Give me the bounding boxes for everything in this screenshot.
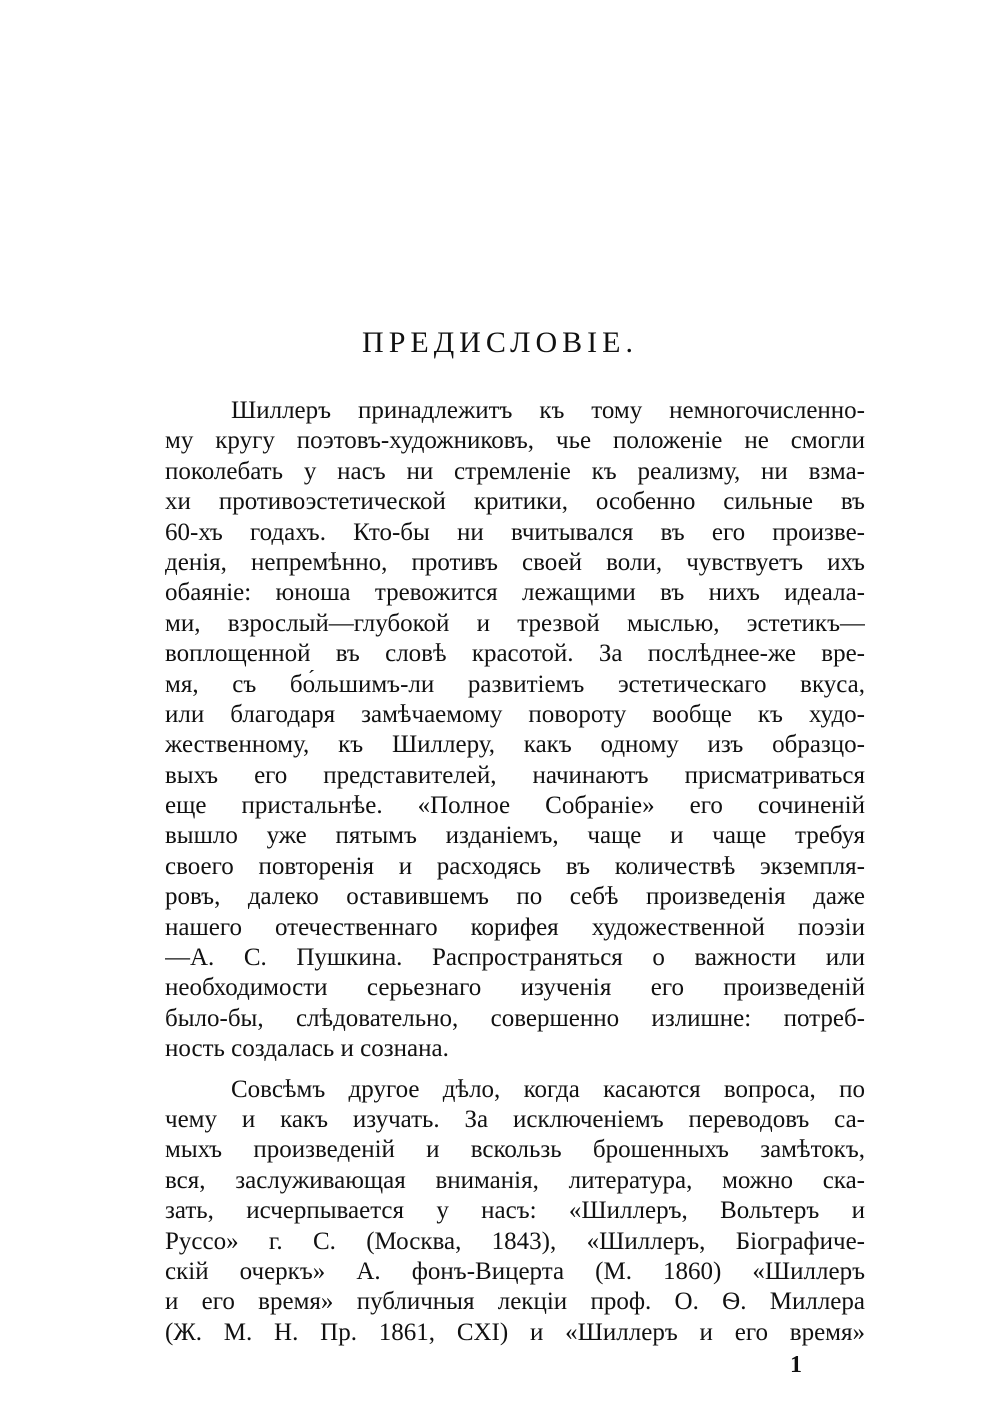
text-line: еще пристальнѣе. «Полное Собраніе» его сочиненій — [165, 792, 865, 820]
text-line: Шиллеръ принадлежитъ къ тому немногочисленно- — [231, 397, 865, 424]
text-line: выхъ его представителей, начинаютъ присматриваться — [165, 761, 865, 789]
paragraph-1 — [165, 396, 865, 1065]
text-line: и его время» публичныя лекціи проф. О. Ѳ. Миллера — [165, 1288, 865, 1316]
text-line: обаяніе: юноша тревожится лежащими въ нихъ идеала- — [165, 579, 865, 607]
text-line: мя, съ бо́льшимъ-ли развитіемъ эстетическаго вкуса, — [165, 670, 865, 698]
text-line: жественному, къ Шиллеру, какъ одному изъ образцо- — [165, 731, 865, 759]
text-line: необходимости серьезнаго изученія его произведеній — [165, 974, 865, 1002]
text-line: (Ж. М. Н. Пр. 1861, CXI) и «Шиллеръ и его время» — [165, 1318, 865, 1346]
text-line: вся, заслуживающая вниманія, литература, можно ска- — [165, 1166, 865, 1194]
paragraph-gap — [165, 1065, 865, 1075]
text-line: вышло уже пятымъ изданіемъ, чаще и чаще требуя — [165, 822, 865, 850]
page-number: 1 — [790, 1352, 802, 1378]
text-line: своего повторенія и расходясь въ количествѣ экземпля- — [165, 852, 865, 880]
text-line: зать, исчерпывается у насъ: «Шиллеръ, Вольтеръ и — [165, 1197, 865, 1225]
body-text — [165, 396, 865, 1348]
text-line: нашего отечественнаго корифея художественной поэзіи — [165, 913, 865, 941]
text-line: ровъ, далеко оставившемъ по себѣ произведенія даже — [165, 883, 865, 911]
text-line: было-бы, слѣдовательно, совершенно излишне: потреб- — [165, 1004, 865, 1032]
text-line: —А. С. Пушкина. Распространяться о важности или — [165, 944, 865, 972]
text-line: мыхъ произведеній и вскользь брошенныхъ замѣтокъ, — [165, 1136, 865, 1164]
text-line: Совсѣмъ другое дѣло, когда касаются вопроса, по — [231, 1075, 865, 1103]
text-line: ми, взрослый—глубокой и трезвой мыслью, эстетикъ— — [165, 609, 865, 637]
text-line: хи противоэстетической критики, особенно сильные въ — [165, 488, 865, 516]
page-heading: ПРЕДИСЛОВІЕ. — [362, 326, 638, 359]
text-line: чему и какъ изучать. За исключеніемъ переводовъ са- — [165, 1105, 865, 1133]
text-line: воплощенной въ словѣ красотой. За послѣднее-же вре- — [165, 640, 865, 668]
text-line: 60-хъ годахъ. Кто-бы ни вчитывался въ его произве- — [165, 518, 865, 546]
text-line: скій очеркъ» А. фонъ-Вицерта (М. 1860) «Шиллеръ — [165, 1257, 865, 1285]
text-line: му кругу поэтовъ-художниковъ, чье положеніе не смогли — [165, 427, 865, 455]
text-line: Руссо» г. С. (Москва, 1843), «Шиллеръ, Біографиче- — [165, 1227, 865, 1255]
text-line: или благодаря замѣчаемому повороту вообще къ худо- — [165, 700, 865, 728]
text-line: поколебать у насъ ни стремленіе къ реализму, ни взма- — [165, 457, 865, 485]
paragraph-2 — [165, 1075, 865, 1349]
text-line: денія, непремѣнно, противъ своей воли, чувствуетъ ихъ — [165, 548, 865, 576]
text-line: ность создалась и сознана. — [165, 1035, 449, 1063]
